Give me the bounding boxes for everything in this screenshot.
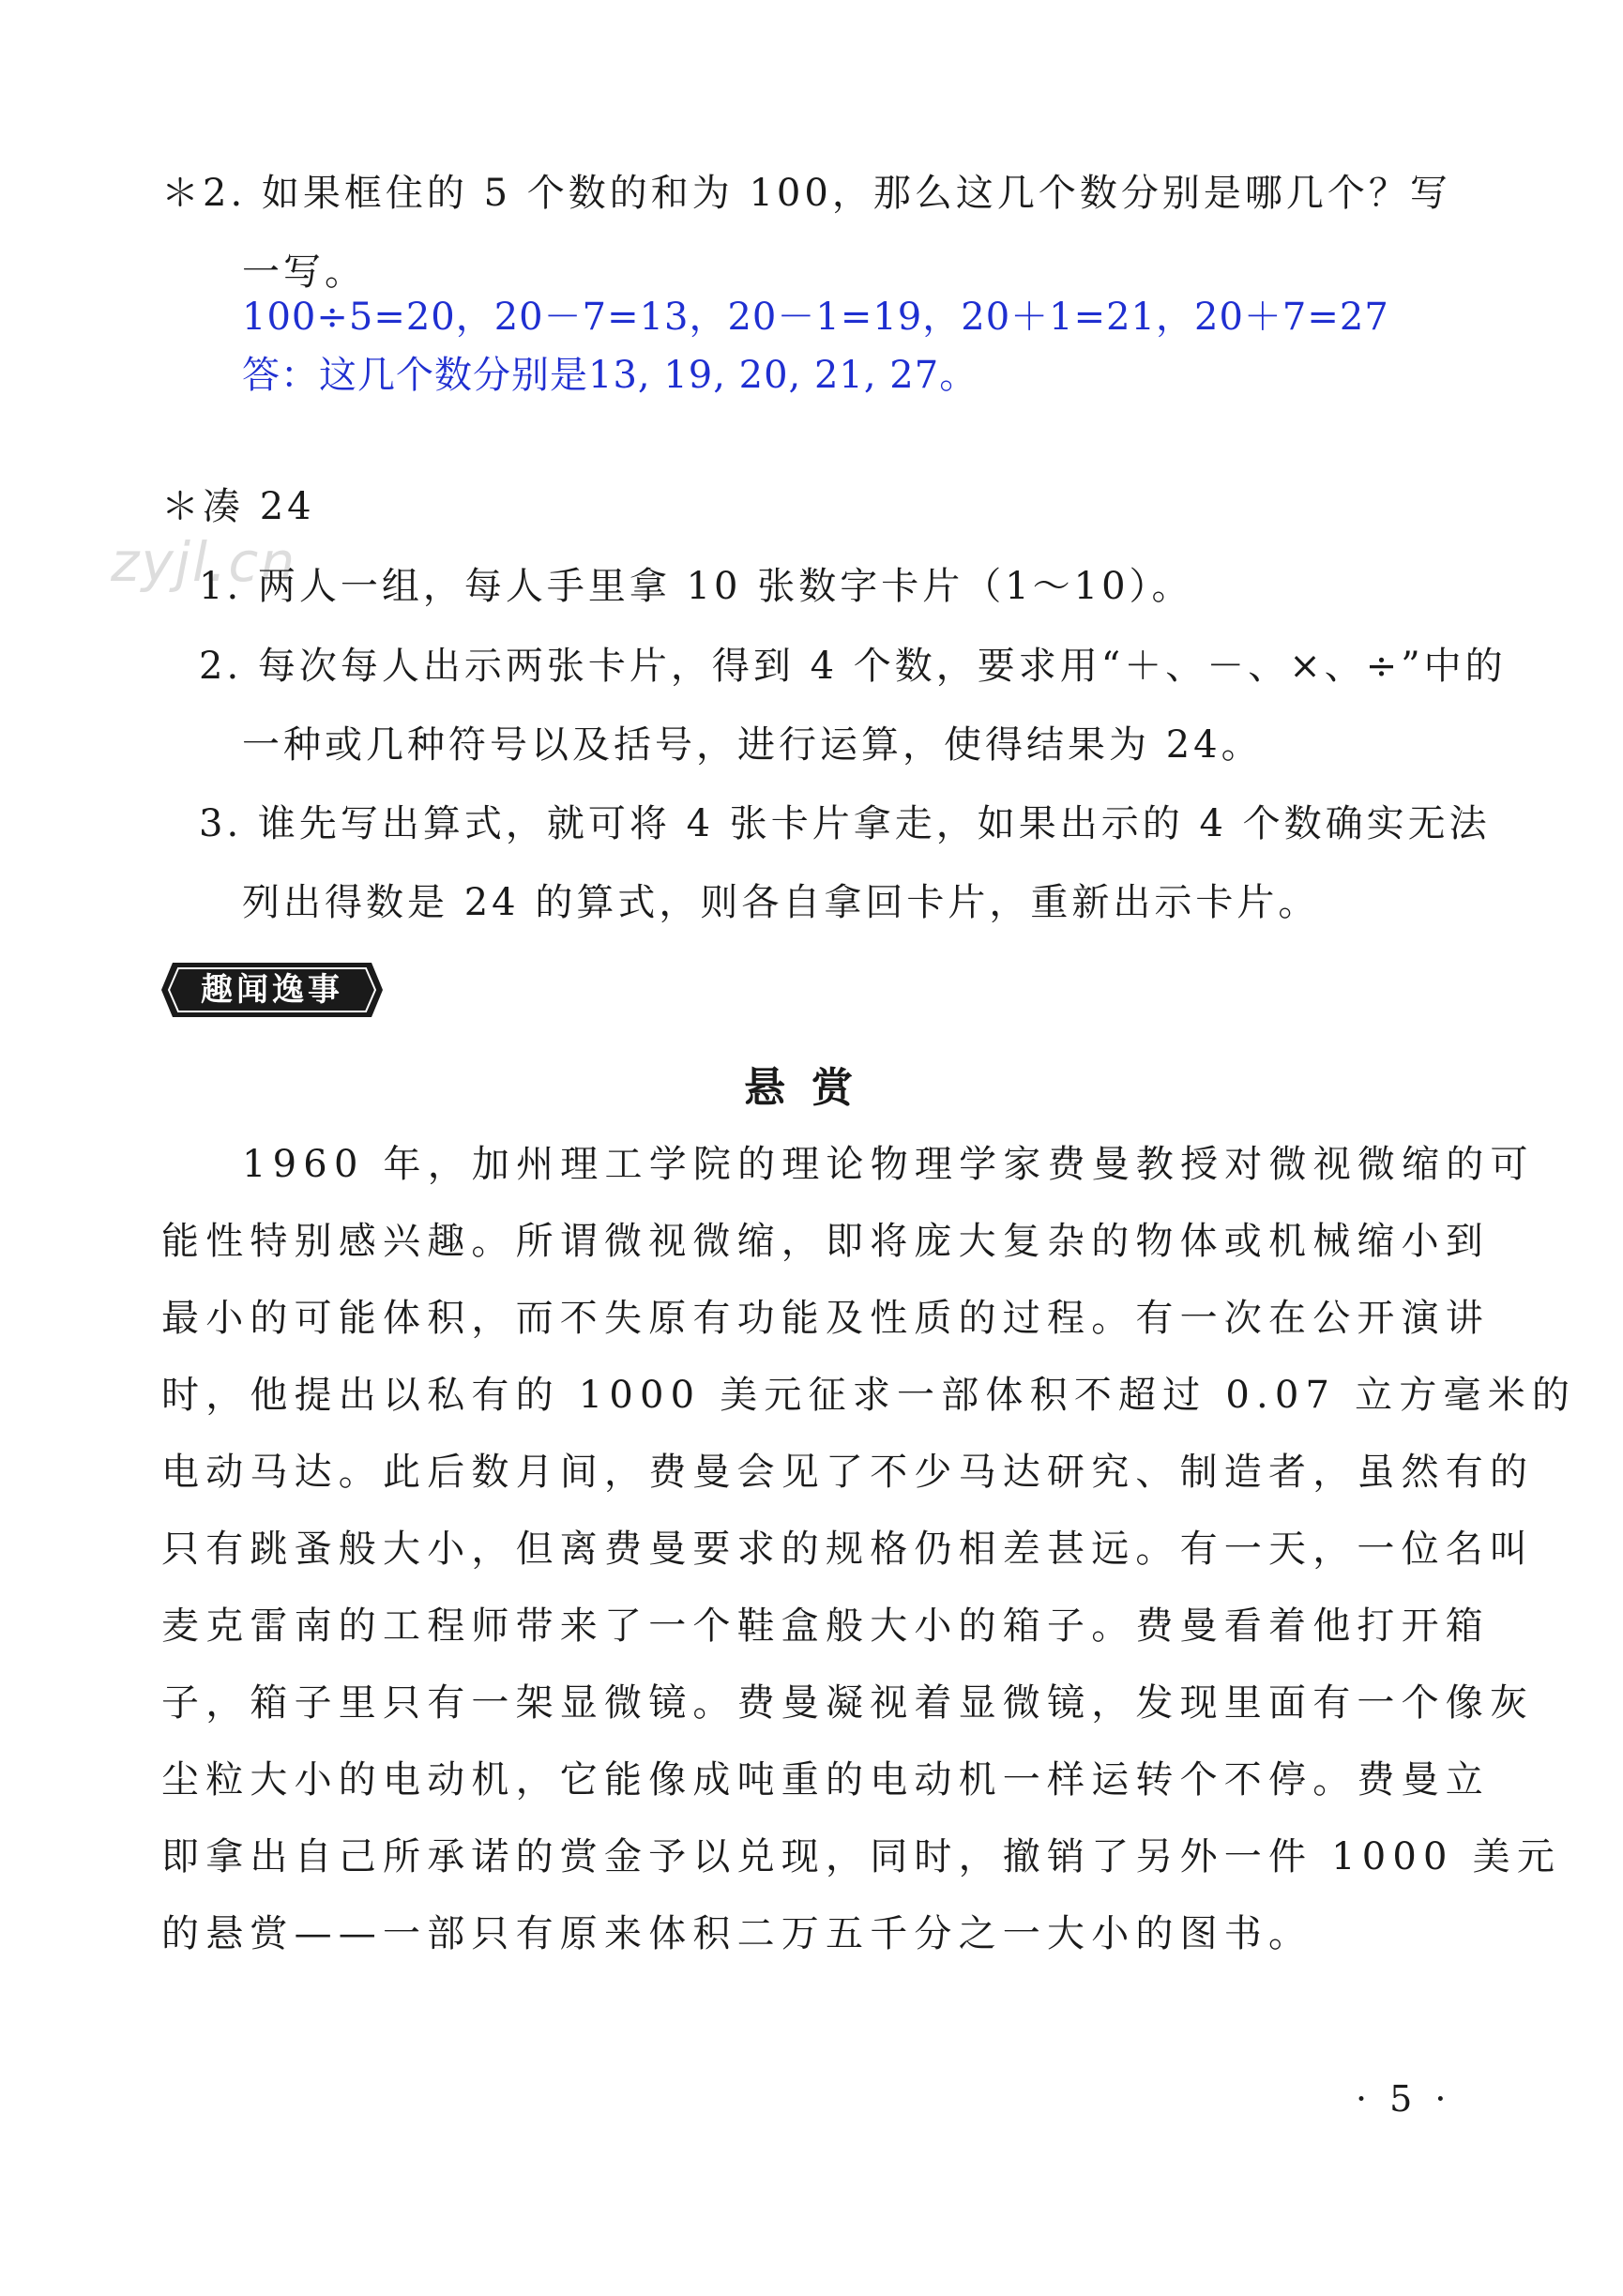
story-line: 能性特别感兴趣。所谓微视微缩，即将庞大复杂的物体或机械缩小到 [161,1220,1490,1263]
story-line: 的悬赏——一部只有原来体积二万五千分之一大小的图书。 [161,1912,1313,1955]
game-rule-3-line2: 列出得数是 24 的算式，则各自拿回卡片，重新出示卡片。 [242,881,1320,924]
story-line: 只有跳蚤般大小，但离费曼要求的规格仍相差甚远。有一天，一位名叫 [161,1528,1535,1571]
game-rule-1: 1. 两人一组，每人手里拿 10 张数字卡片（1～10）。 [199,565,1193,608]
story-line: 麦克雷南的工程师带来了一个鞋盒般大小的箱子。费曼看着他打开箱 [161,1604,1490,1648]
page-number: · 5 · [1356,2078,1452,2120]
watermark: zyjl.cn [111,530,297,594]
story-line: 最小的可能体积，而不失原有功能及性质的过程。有一次在公开演讲 [161,1297,1490,1340]
problem2-line1: ＊2. 如果框住的 5 个数的和为 100，那么这几个数分别是哪几个？写 [161,172,1451,215]
game-heading: ＊凑 24 [161,485,315,528]
answer-text: 答：这几个数分别是13, 19, 20, 21, 27。 [242,354,978,397]
problem2-line2: 一写。 [242,251,366,294]
section-banner-label: 趣闻逸事 [201,971,343,1009]
game-rule-2-line1: 2. 每次每人出示两张卡片，得到 4 个数，要求用“＋、－、×、÷”中的 [199,645,1507,688]
story-line: 电动马达。此后数月间，费曼会见了不少马达研究、制造者，虽然有的 [161,1451,1535,1494]
story-line: 时，他提出以私有的 1000 美元征求一部体积不超过 0.07 立方毫米的 [161,1374,1577,1417]
section-banner [159,959,385,1021]
game-rule-3-line1: 3. 谁先写出算式，就可将 4 张卡片拿走，如果出示的 4 个数确实无法 [199,802,1491,845]
story-line: 即拿出自己所承诺的赏金予以兑现，同时，撤销了另外一件 1000 美元 [161,1835,1562,1878]
game-rule-2-line2: 一种或几种符号以及括号，进行运算，使得结果为 24。 [242,723,1263,767]
story-title: 悬赏 [744,1064,879,1112]
story-line: 子，箱子里只有一架显微镜。费曼凝视着显微镜，发现里面有一个像灰 [161,1681,1535,1725]
story-line: 尘粒大小的电动机，它能像成吨重的电动机一样运转个不停。费曼立 [161,1758,1490,1802]
answer-calculation: 100÷5=20，20－7=13，20－1=19，20＋1=21，20＋7=27 [242,296,1389,339]
story-line: 1960 年，加州理工学院的理论物理学家费曼教授对微视微缩的可 [242,1143,1535,1186]
